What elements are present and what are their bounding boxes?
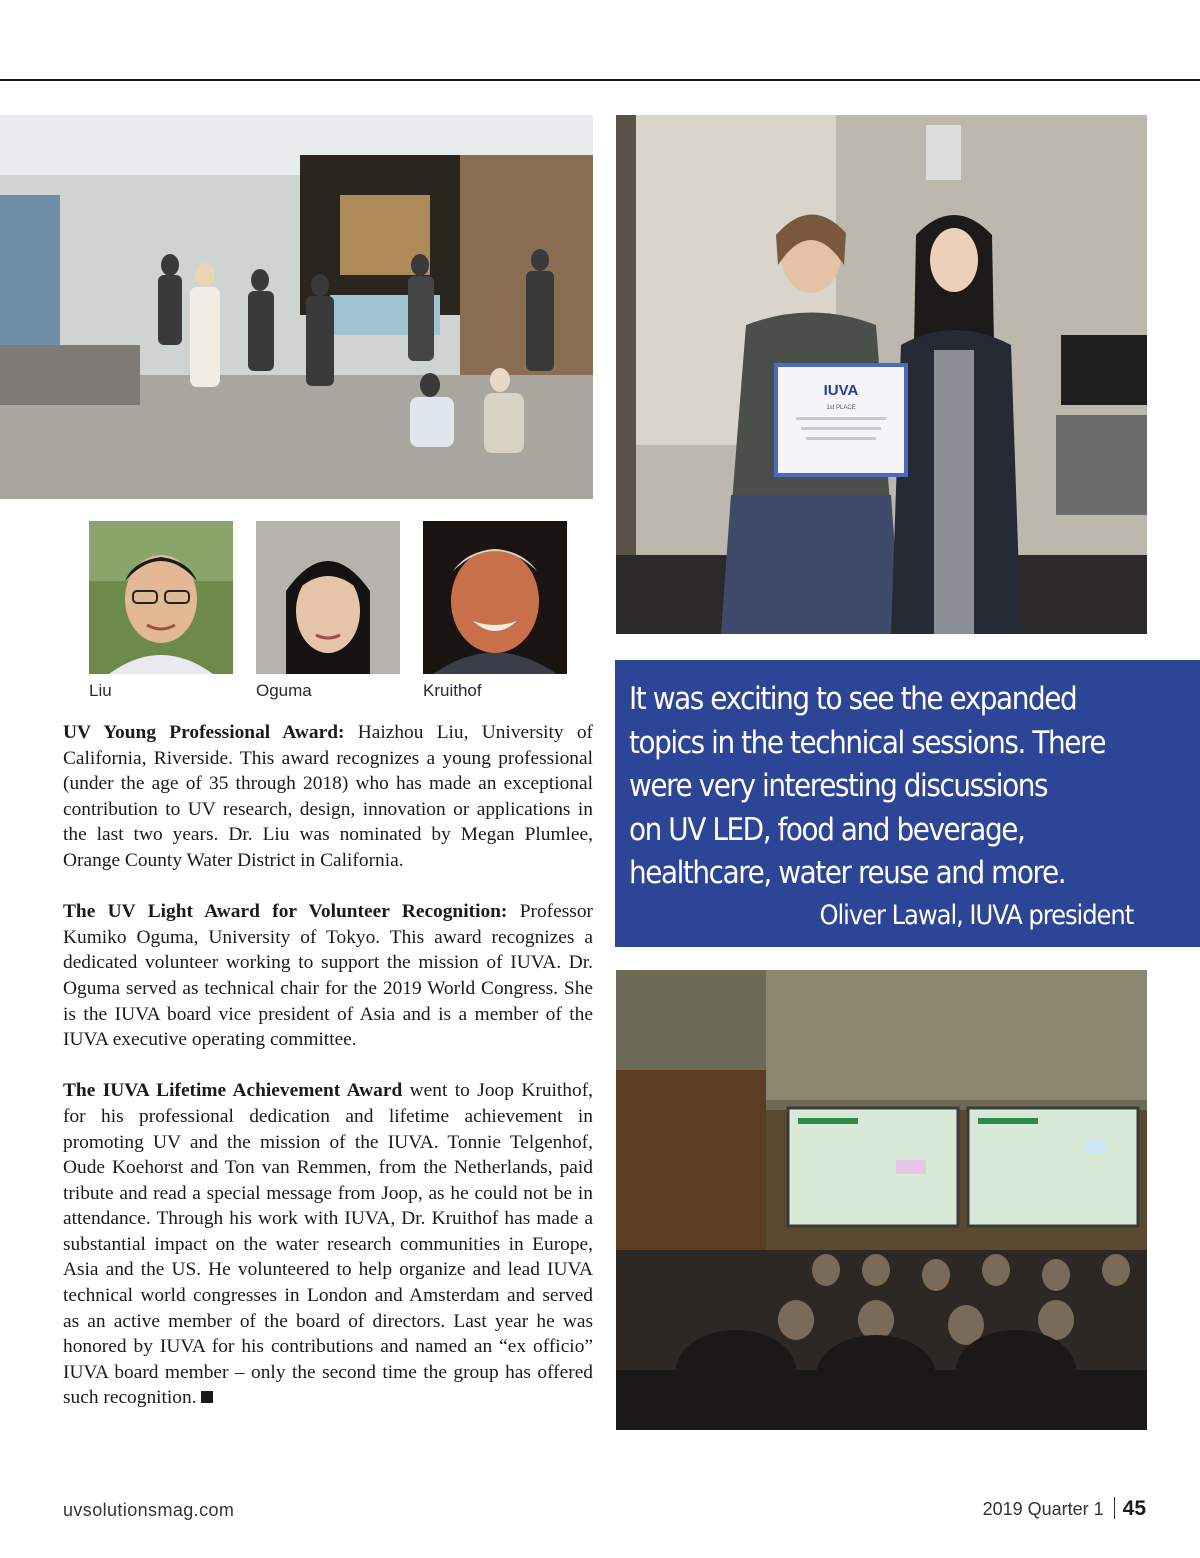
paragraph-text: went to Joop Kruithof, for his professional dedication and lifetime achievement in promoting UV and the mission of the IUVA. Tonnie Telgenhof, Oude Koehorst and Ton van Remmen, from the Netherlands, paid tribute and read a special message from Joop, as he could not be in attendance. Through his work with IUVA, Dr. Kruithof has made a substantial impact on the water research communities in Europe, Asia and the US. He volunteered to help organize and lead IUVA technical world congresses in London and Amsterdam and served as an active member of the board of directors. Last year he was honored by IUVA for his contributions and named an “ex officio” IUVA board member – only the second time the group has offered such recognition. [63,1080,593,1409]
oguma-headshot [256,521,400,674]
kruithof-headshot [423,521,567,674]
paragraph-text: Haizhou Liu, University of California, Riverside. This award recognizes a young professional (under the age of 35 through 2018) who has made an exceptional contribution to UV research, design, innovation or applications in the last two years. Dr. Liu was nominated by Megan Plumlee, Orange County Water District in California. [63,722,594,871]
liu-headshot [89,521,233,674]
lecture-hall-photo [616,970,1147,1430]
pull-quote-line: healthcare, water reuse and more. [629,855,1066,891]
header-rule [0,79,1200,81]
pull-quote-line: were very interesting discussions [629,768,1048,804]
award-title-volunteer: The UV Light Award for Volunteer Recognition: [63,901,508,923]
pull-quote-attribution: Oliver Lawal, IUVA president [819,899,1134,931]
award-title-young-professional: UV Young Professional Award: [63,722,345,743]
paragraph-volunteer-recognition [63,899,593,1053]
footer-issue: 2019 Quarter 1 [982,1499,1104,1519]
paragraph-text: Professor Kumiko Oguma, University of Tokyo. This award recognizes a dedicated volunteer working to support the mission of IUVA. Dr. Oguma served as technical chair for the 2019 World Congress. She is the IUVA board vice president of Asia and is a member of the IUVA executive operating committee. [63,901,593,1051]
footer-website: uvsolutionsmag.com [63,1500,235,1520]
page-number: 45 [1122,1497,1146,1520]
article-body [63,720,593,1437]
paragraph-young-professional [63,720,593,874]
footer-issue-info [983,1497,1146,1521]
caption-oguma: Oguma [256,681,312,700]
pull-quote [615,660,1200,947]
pull-quote-line: on UV LED, food and beverage, [629,811,1025,848]
caption-liu: Liu [89,681,112,700]
pull-quote-text [629,678,1187,896]
caption-kruithof: Kruithof [423,681,482,700]
reception-photo [0,115,593,499]
footer-separator [1114,1497,1115,1519]
award-certificate-photo [616,115,1147,634]
pull-quote-line: topics in the technical sessions. There [629,724,1106,761]
end-mark-icon [201,1391,213,1403]
paragraph-lifetime-achievement [63,1078,593,1411]
certificate-place: 1st PLACE [826,405,856,411]
award-title-lifetime: The IUVA Lifetime Achievement Award [63,1080,403,1102]
certificate-logo: IUVA [823,382,859,399]
pull-quote-line: It was exciting to see the expanded [629,681,1077,717]
